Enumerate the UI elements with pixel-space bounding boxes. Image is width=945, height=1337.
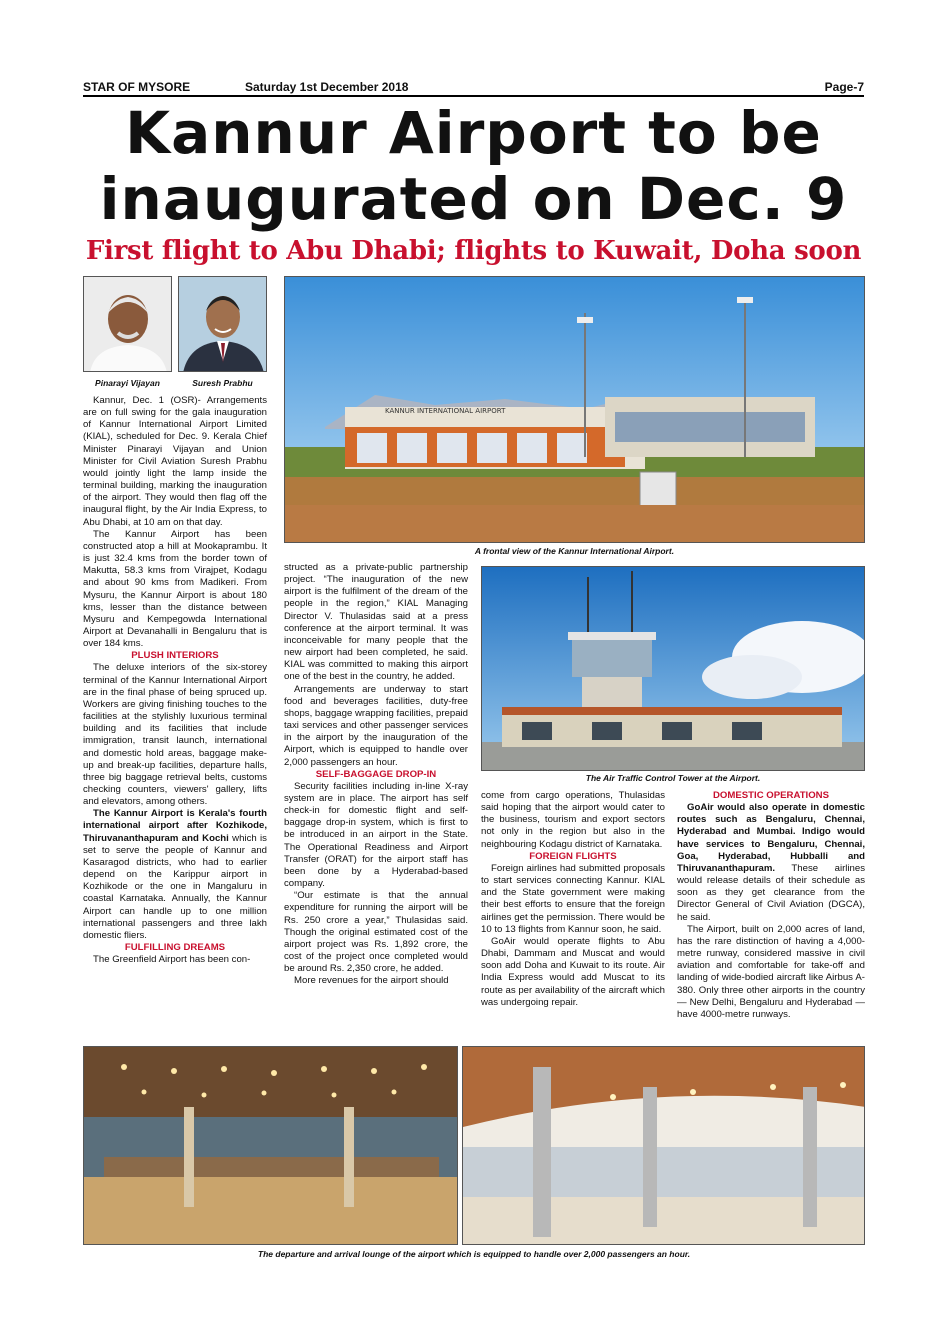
headline-line2: inaugurated on Dec. 9	[99, 165, 848, 233]
section-heading: FOREIGN FLIGHTS	[529, 850, 617, 862]
terminal-photo	[284, 276, 865, 543]
masthead	[83, 79, 864, 97]
headline	[83, 100, 864, 232]
paragraph-rest: which is set to serve the people of Kannur and Kasaragod districts, who had to earlier depend on the Karippur airport in Kozhikode or the one in Mangaluru in coastal Karnataka. Annually, the Kannur Airport can handle up to one million international passengers and three lakh domestic fliers.	[83, 832, 267, 941]
portrait-pinarayi-vijayan	[83, 276, 172, 372]
article-column-3	[481, 790, 665, 1009]
portrait-illustration	[179, 277, 267, 372]
lounge-photo-left	[83, 1046, 458, 1245]
portrait-suresh-prabhu	[178, 276, 267, 372]
paragraph: Arrangements are underway to start food and beverages facilities, duty-free shops, baggage wrapping facilities, prepaid taxi services and other passenger services in the airport by the inauguration of the Airport, which is equipped to handle over 2,000 passengers an hour.	[284, 683, 469, 768]
lounge-illustration	[84, 1047, 458, 1245]
bold-lead: GoAir would also operate in domestic routes such as Bengaluru, Chennai, Hyderabad and Mumbai. Indigo would have services to Bengaluru, Chennai, Goa, Hyderabad, Hubballi and Thiruvananthapuram.	[677, 802, 865, 874]
paragraph: Security facilities including in-line X-ray system are in place. The airport has self check-in for domestic flight and self-baggage drop-in system, which is first to be introduced in an airport in the State. The Operational Readiness and Airport Transfer (ORAT) for the airport staff has been done by a Hyderabad-based company.	[284, 780, 468, 890]
paragraph	[677, 802, 865, 924]
portrait2-caption: Suresh Prabhu	[192, 378, 253, 388]
paragraph: The Kannur Airport has been constructed atop a hill at Mookaprambu. It is just 32.4 kms from the border town of Makutta, 58.3 kms from Virajpet, Kodagu and about 90 kms from Madikeri. From Mysuru, the Kannur Airport is about 180 kms, lesser than the distance between Mysuru and Kempegowda International Airport at Devanahalli in Bengaluru that is over 184 kms.	[83, 528, 267, 650]
lounge-photo-right	[462, 1046, 865, 1245]
terminal-caption: A frontal view of the Kannur International Airport.	[474, 546, 675, 556]
portrait-illustration	[84, 277, 172, 372]
paragraph	[83, 808, 267, 942]
page-number: Page-7	[824, 80, 864, 94]
paragraph: Kannur, Dec. 1 (OSR)- Arrangements are on full swing for the gala inauguration of Kannur International Airport Limited (KIAL), scheduled for Dec. 9. Kerala Chief Minister Pinarayi Vijayan and Union Minister for Civil Aviation Suresh Prabhu would jointly light the lamp inside the terminal building, marking the inauguration of the airport. They would then flag off the inaugural flight, by the Air India Express, to Abu Dhabi, at 10 am on that day.	[83, 395, 267, 528]
issue-date: Saturday 1st December 2018	[245, 80, 409, 94]
section-heading: DOMESTIC OPERATIONS	[712, 790, 830, 801]
subheadline: First flight to Abu Dhabi; flights to Kuwait, Doha soon	[85, 236, 862, 266]
newspaper-name: STAR OF MYSORE	[83, 80, 191, 94]
article-column-1	[83, 395, 267, 966]
portrait1-caption: Pinarayi Vijayan	[95, 378, 160, 388]
headline-line1: Kannur Airport to be	[125, 99, 822, 167]
paragraph: Foreign airlines had submitted proposals to start services connecting Kannur. KIAL and the State government were making their best efforts to ensure that the foreign airlines get the permission. There would be 10 to 13 flights from Kannur soon, he said.	[481, 862, 665, 935]
section-heading: SELF-BAGGAGE DROP-IN	[315, 768, 437, 780]
paragraph: structed as a private-public partnership project. “The inauguration of the new airport is the fulfilment of the dream of the people in the region,” KIAL Managing Director V. Thulasidas said at a press conference at the airport terminal. It was inconceivable for many people that the new airport had been completed, he said. KIAL was committed to making this airport one of the best in the country, he added.	[284, 562, 468, 683]
paragraph: More revenues for the airport should	[294, 975, 449, 987]
paragraph: come from cargo operations, Thulasidas said hoping that the airport would cater to the business, tourism and export sectors not only in the region but also in the neighbouring Kodagu district of Karnataka.	[481, 790, 665, 850]
paragraph: The Greenfield Airport has been con-	[93, 954, 251, 966]
atc-illustration	[482, 567, 865, 771]
paragraph: “Our estimate is that the annual expenditure for running the airport will be Rs. 250 crore a year,” Thulasidas said. Though the original estimated cost of the airport project was Rs. 1,892 crore, the cost of the project once completed would be around Rs. 2,350 crore, he added.	[284, 890, 468, 975]
terminal-sign: KANNUR INTERNATIONAL AIRPORT	[385, 407, 506, 415]
article-column-2	[284, 562, 468, 987]
atc-caption: The Air Traffic Control Tower at the Airport.	[585, 773, 761, 783]
section-heading: FULFILLING DREAMS	[124, 942, 226, 954]
article-column-4	[677, 790, 865, 1021]
paragraph: The Airport, built on 2,000 acres of land, has the rare distinction of having a 4,000-metre runway, considered massive in civil aviation and comfortable for take-off and landing of wide-bodied aircraft like Airbus A-380. Only three other airports in the country — New Delhi, Bengaluru and Hyderabad — have 4000-metre runways.	[677, 923, 865, 1020]
paragraph: GoAir would operate flights to Abu Dhabi, Dammam and Muscat and would soon add Doha and Kuwait to its route. Air India Express would add Muscat to its route as per availability of the aircraft which was undergoing repair.	[481, 935, 665, 1008]
section-heading: PLUSH INTERIORS	[131, 650, 219, 662]
paragraph: The deluxe interiors of the six-storey terminal of the Kannur International Airport are in the final phase of being spruced up. Workers are giving finishing touches to the facilities at the stylishly luxurious terminal building and its facilities that include immigration, transit launch, international and domestic hold areas, baggage make-up and break-up facilities, departure halls, three big baggage retrieval belts, customs checking counters, viewers' gallery, lifts and elevators, among others.	[83, 662, 267, 808]
paragraph-rest: These airlines would release details of their schedule as soon as they get clearance from the Director General of Civil Aviation (DGCA), he said.	[677, 862, 865, 923]
terminal-illustration	[285, 277, 865, 543]
lounge-illustration	[463, 1047, 865, 1245]
bold-lead: The Kannur Airport is Kerala's fourth international airport after Kozhikode, Thiruvananthapuram and Kochi	[83, 808, 267, 844]
atc-tower-photo	[481, 566, 865, 771]
lounge-caption: The departure and arrival lounge of the airport which is equipped to handle over 2,000 passengers an hour.	[257, 1249, 691, 1259]
